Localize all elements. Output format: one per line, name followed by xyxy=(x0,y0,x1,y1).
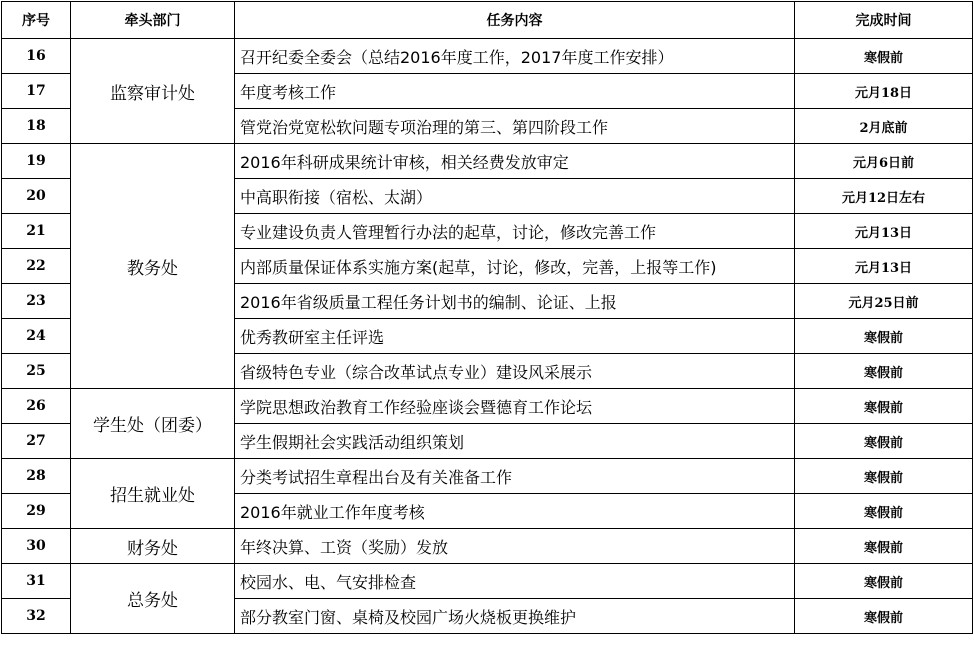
task-content: 召开纪委全委会（总结2016年度工作，2017年度工作安排） xyxy=(235,39,795,74)
task-table xyxy=(1,1,973,634)
task-content: 优秀教研室主任评选 xyxy=(235,319,795,354)
row-number: 20 xyxy=(2,179,71,214)
completion-time: 寒假前 xyxy=(795,354,973,389)
lead-department: 教务处 xyxy=(71,144,235,389)
completion-time: 元月6日前 xyxy=(795,144,973,179)
lead-department: 总务处 xyxy=(71,564,235,634)
header-dept: 牵头部门 xyxy=(71,2,235,39)
task-content: 2016年就业工作年度考核 xyxy=(235,494,795,529)
row-number: 18 xyxy=(2,109,71,144)
row-number: 21 xyxy=(2,214,71,249)
table-body xyxy=(2,39,973,634)
table-row xyxy=(2,144,973,179)
completion-time: 元月13日 xyxy=(795,249,973,284)
completion-time: 元月25日前 xyxy=(795,284,973,319)
completion-time: 寒假前 xyxy=(795,39,973,74)
completion-time: 寒假前 xyxy=(795,529,973,564)
task-content: 管党治党宽松软问题专项治理的第三、第四阶段工作 xyxy=(235,109,795,144)
task-content: 年终决算、工资（奖励）发放 xyxy=(235,529,795,564)
row-number: 24 xyxy=(2,319,71,354)
row-number: 17 xyxy=(2,74,71,109)
completion-time: 寒假前 xyxy=(795,424,973,459)
completion-time: 寒假前 xyxy=(795,459,973,494)
lead-department: 学生处（团委） xyxy=(71,389,235,459)
lead-department: 财务处 xyxy=(71,529,235,564)
row-number: 27 xyxy=(2,424,71,459)
completion-time: 元月18日 xyxy=(795,74,973,109)
lead-department: 监察审计处 xyxy=(71,39,235,144)
completion-time: 寒假前 xyxy=(795,494,973,529)
table-row xyxy=(2,564,973,599)
row-number: 25 xyxy=(2,354,71,389)
task-content: 2016年科研成果统计审核，相关经费发放审定 xyxy=(235,144,795,179)
row-number: 16 xyxy=(2,39,71,74)
task-content: 部分教室门窗、桌椅及校园广场火烧板更换维护 xyxy=(235,599,795,634)
header-num: 序号 xyxy=(2,2,71,39)
completion-time: 2月底前 xyxy=(795,109,973,144)
row-number: 31 xyxy=(2,564,71,599)
task-content: 专业建设负责人管理暂行办法的起草，讨论，修改完善工作 xyxy=(235,214,795,249)
header-row xyxy=(2,2,973,39)
task-content: 分类考试招生章程出台及有关准备工作 xyxy=(235,459,795,494)
header-task: 任务内容 xyxy=(235,2,795,39)
table-row xyxy=(2,389,973,424)
lead-department: 招生就业处 xyxy=(71,459,235,529)
task-content: 年度考核工作 xyxy=(235,74,795,109)
completion-time: 元月13日 xyxy=(795,214,973,249)
task-content: 2016年省级质量工程任务计划书的编制、论证、上报 xyxy=(235,284,795,319)
row-number: 19 xyxy=(2,144,71,179)
completion-time: 寒假前 xyxy=(795,389,973,424)
row-number: 30 xyxy=(2,529,71,564)
completion-time: 寒假前 xyxy=(795,599,973,634)
task-content: 校园水、电、气安排检查 xyxy=(235,564,795,599)
task-content: 学生假期社会实践活动组织策划 xyxy=(235,424,795,459)
table-row xyxy=(2,529,973,564)
row-number: 23 xyxy=(2,284,71,319)
completion-time: 元月12日左右 xyxy=(795,179,973,214)
row-number: 28 xyxy=(2,459,71,494)
completion-time: 寒假前 xyxy=(795,319,973,354)
task-content: 中高职衔接（宿松、太湖） xyxy=(235,179,795,214)
task-content: 学院思想政治教育工作经验座谈会暨德育工作论坛 xyxy=(235,389,795,424)
task-content: 内部质量保证体系实施方案(起草，讨论，修改，完善，上报等工作) xyxy=(235,249,795,284)
table-row xyxy=(2,39,973,74)
completion-time: 寒假前 xyxy=(795,564,973,599)
row-number: 29 xyxy=(2,494,71,529)
header-time: 完成时间 xyxy=(795,2,973,39)
table-row xyxy=(2,459,973,494)
row-number: 26 xyxy=(2,389,71,424)
task-content: 省级特色专业（综合改革试点专业）建设风采展示 xyxy=(235,354,795,389)
row-number: 22 xyxy=(2,249,71,284)
row-number: 32 xyxy=(2,599,71,634)
